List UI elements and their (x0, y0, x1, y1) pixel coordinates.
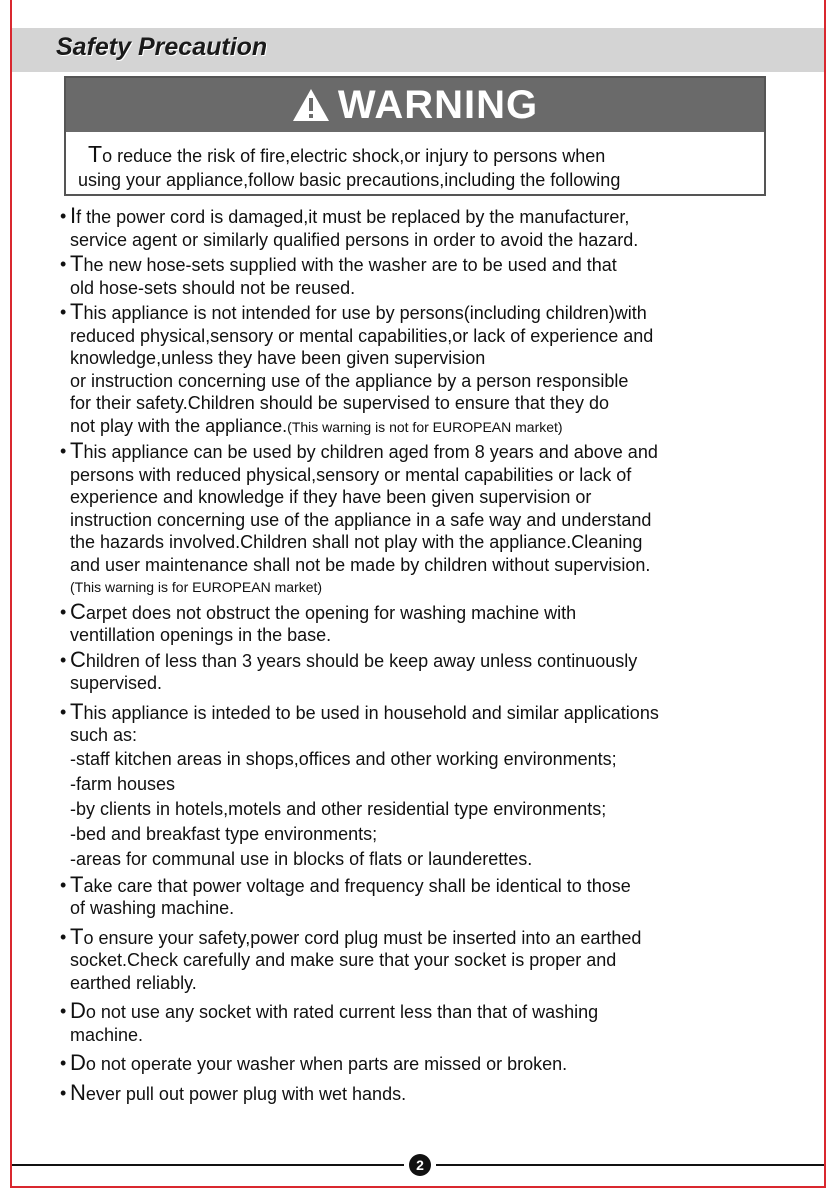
warning-banner (66, 78, 764, 132)
footer-rule-left (12, 1164, 404, 1166)
list-item: • To ensure your safety,power cord plug must be inserted into an earthed socket.Check carefully and make sure that your socket is proper and earthed reliably. (60, 923, 642, 993)
list-item: • This appliance is not intended for use by persons(including children)with reduced physical,sensory or mental capabilities,or lack of experience and knowledge,unless they have been given supervision or instruction concerning use of the appliance by a person responsible for their safety.Children should be supervised to ensure that they do not play with the appliance.(This warning is not for EUROPEAN market) (60, 299, 654, 436)
page-number: 2 (409, 1154, 431, 1176)
warning-box (64, 76, 766, 196)
list-item: • Do not use any socket with rated current less than that of washing machine. (60, 998, 599, 1045)
market-note: (This warning is for EUROPEAN market) (70, 579, 323, 595)
warning-triangle-icon (292, 88, 330, 122)
list-item: • If the power cord is damaged,it must be replaced by the manufacturer, service agent or similarly qualified persons in order to avoid the hazard. (60, 203, 639, 250)
list-item: • Do not operate your washer when parts are missed or broken. (60, 1050, 568, 1075)
footer-rule-right (436, 1164, 824, 1166)
list-item: • Children of less than 3 years should be keep away unless continuously supervised. (60, 646, 638, 693)
list-item: • This appliance can be used by children aged from 8 years and above and persons with reduced physical,sensory or mental capabilities or lack of experience and knowledge if they have been given supervision or instruction concerning use of the appliance in a safe way and understand the hazards involved.Children shall not play with the appliance.Cleaning and user maintenance shall not be made by children without supervision. (This warning is for EUROPEAN market) (58, 440, 758, 599)
precaution-list (58, 205, 758, 1105)
warning-text: To reduce the risk of fire,electric shock,or injury to persons when using your appliance,follow basic precautions,including the following (78, 141, 621, 190)
list-item: • Never pull out power plug with wet hands. (60, 1079, 407, 1105)
list-item: • This appliance is inteded to be used in household and similar applications such as: -staff kitchen areas in shops,offices and other working environments; -farm houses -by clients in hotels,motels and other residential type environments; -bed and breakfast type environments; -areas for communal use in blocks of flats or launderettes. (60, 698, 659, 869)
warning-title: WARNING (337, 82, 539, 127)
list-item: • Carpet does not obstruct the opening for washing machine with ventillation openings in the base. (60, 598, 577, 645)
list-item: • The new hose-sets supplied with the washer are to be used and that old hose-sets should not be reused. (60, 251, 617, 298)
page-title: Safety Precaution (56, 33, 268, 61)
market-note: (This warning is not for EUROPEAN market) (287, 418, 563, 435)
list-item: • Take care that power voltage and frequency shall be identical to those of washing machine. (60, 871, 631, 918)
